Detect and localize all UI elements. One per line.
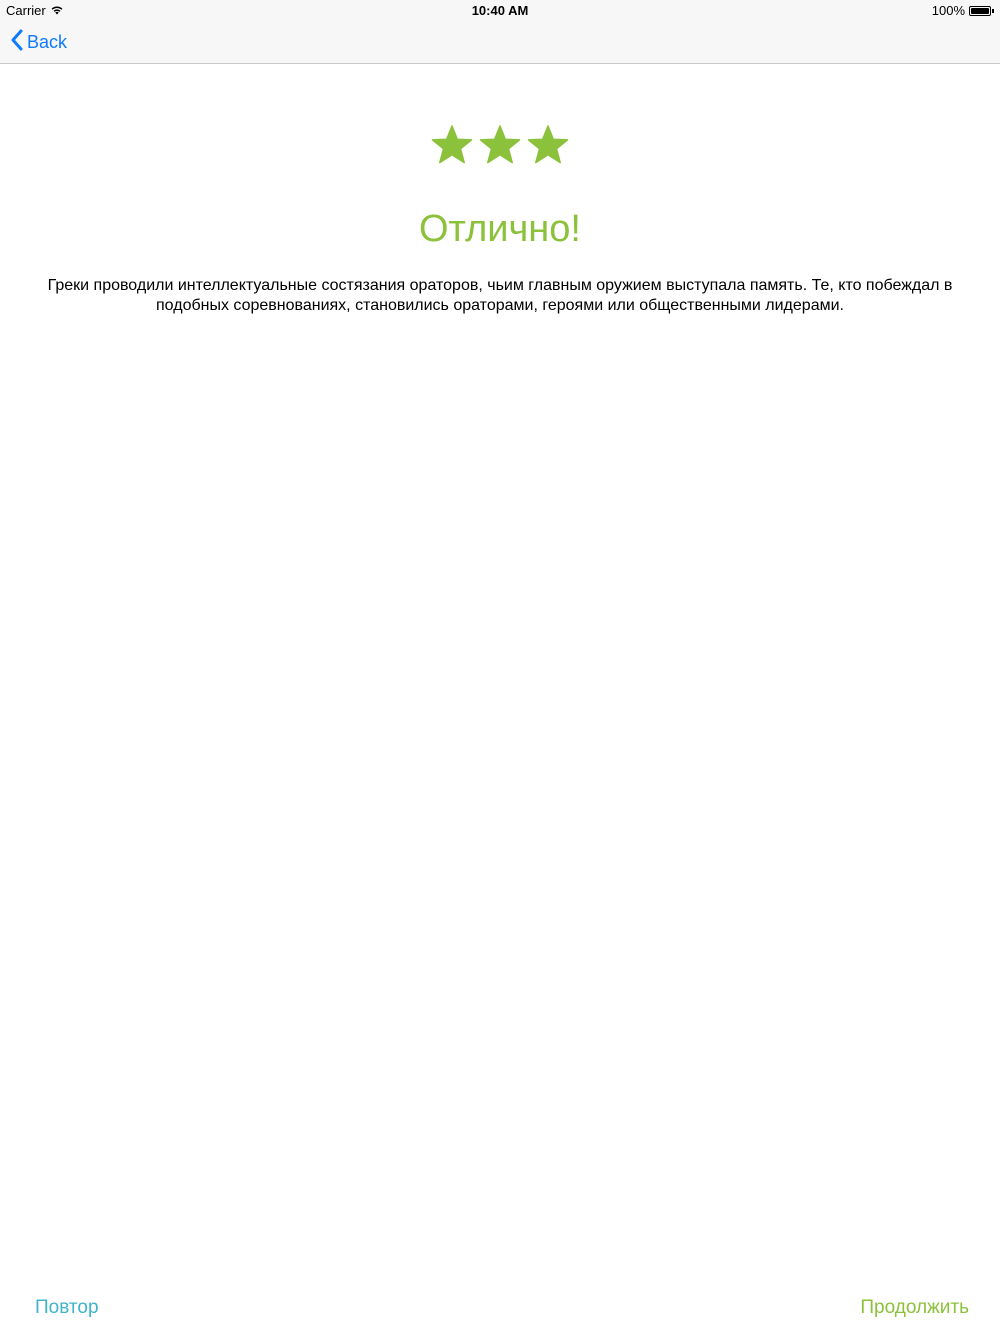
retry-button[interactable]: Повтор: [35, 1297, 99, 1318]
star-icon: [478, 124, 522, 166]
battery-indicator: [932, 3, 994, 18]
back-label: Back: [27, 32, 68, 52]
star-rating: [0, 124, 1000, 166]
battery-tip: [992, 9, 994, 13]
star-icon: [430, 124, 474, 166]
clock: 10:40 AM: [471, 3, 529, 18]
battery-percent: 100%: [931, 3, 965, 18]
navigation-bar: [0, 0, 1000, 64]
battery-icon: [969, 6, 991, 16]
battery-fill: [971, 8, 989, 14]
back-button[interactable]: [10, 29, 67, 56]
continue-button[interactable]: Продолжить: [860, 1297, 969, 1318]
carrier-label: Carrier: [6, 3, 46, 18]
result-description: Греки проводили интеллектуальные состязания ораторов, чьим главным оружием выступала память. Те, кто побеждал в подобных соревнованиях, становились ораторами, героями или общественными лидерами.: [47, 277, 953, 314]
star-icon: [526, 124, 570, 166]
chevron-left-icon: [10, 29, 23, 56]
status-bar: [0, 0, 1000, 22]
result-title: Отлично!: [418, 208, 581, 250]
